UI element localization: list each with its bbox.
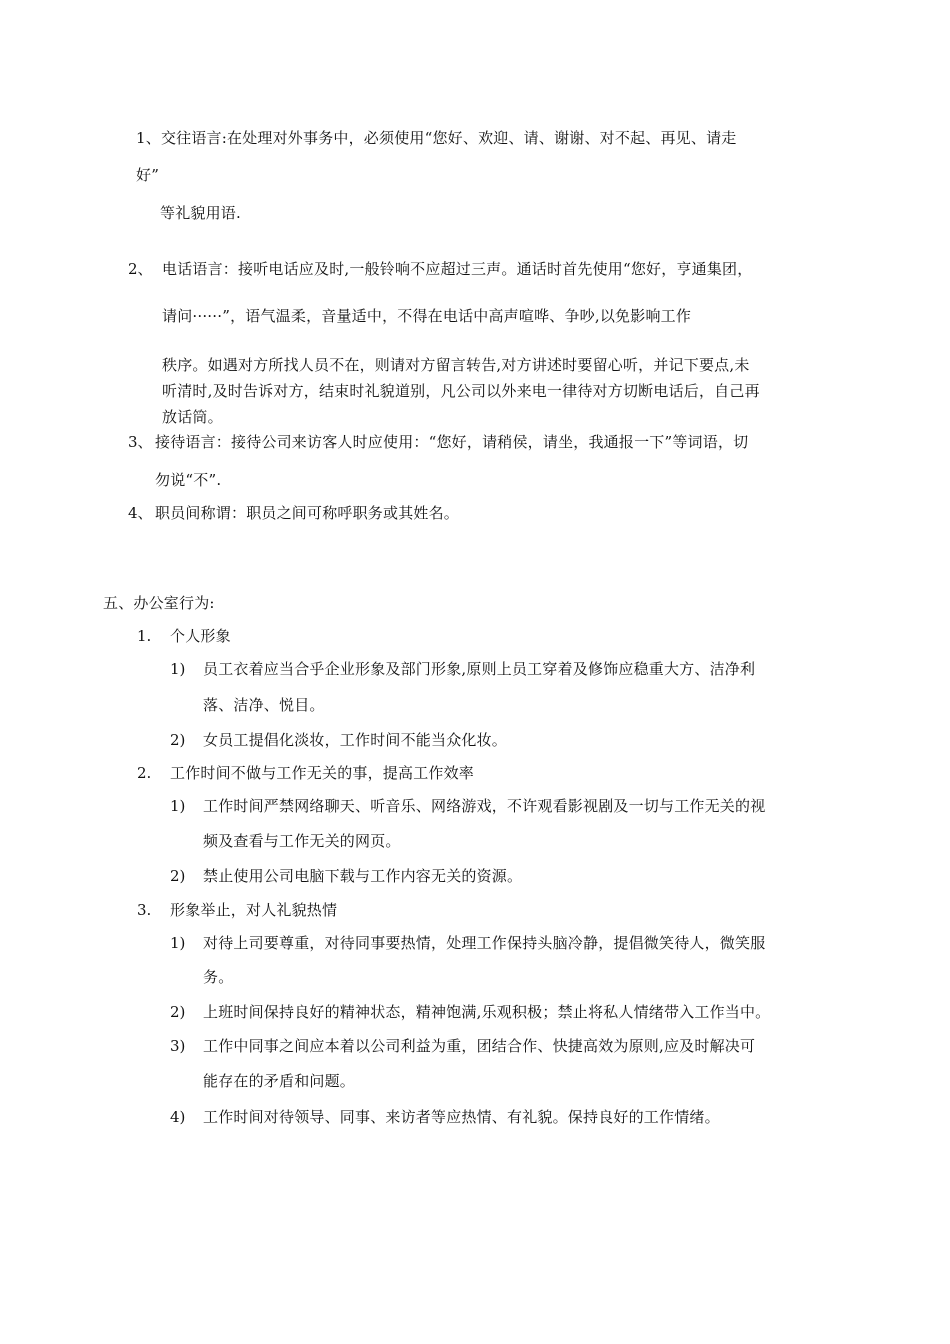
- item2-line2: 请问······”，语气温柔，音量适中，不得在电话中高声喧哗、争吵,以免影响工作: [162, 307, 692, 325]
- item4-line1: 职员间称谓：职员之间可称呼职务或其姓名。: [155, 504, 460, 522]
- g1-item1-line1: 员工衣着应当合乎企业形象及部门形象,原则上员工穿着及修饰应稳重大方、洁净利: [203, 660, 756, 678]
- g3-item1-line1: 对待上司要尊重，对待同事要热情，处理工作保持头脑冷静，提倡微笑待人，微笑服: [203, 934, 766, 952]
- item1-line3: 等礼貌用语.: [160, 204, 241, 222]
- group2-title: 工作时间不做与工作无关的事，提高工作效率: [170, 764, 475, 782]
- g3-item1-number: 1): [170, 934, 186, 952]
- g2-item1-line2: 频及查看与工作无关的网页。: [203, 832, 401, 850]
- g1-item2-number: 2): [170, 731, 186, 749]
- g2-item1-number: 1): [170, 797, 186, 815]
- g3-item3-number: 3): [170, 1037, 186, 1055]
- g3-item3-line1: 工作中同事之间应本着以公司利益为重，团结合作、快捷高效为原则,应及时解决可: [203, 1037, 756, 1055]
- g3-item2-number: 2): [170, 1003, 186, 1021]
- g1-item2-line1: 女员工提倡化淡妆，工作时间不能当众化妆。: [203, 731, 508, 749]
- item2-line1: 电话语言：接听电话应及时,一般铃响不应超过三声。通话时首先使用“您好，亨通集团，: [162, 260, 753, 278]
- g2-item1-line1: 工作时间严禁网络聊天、听音乐、网络游戏，不许观看影视剧及一切与工作无关的视: [203, 797, 766, 815]
- group2-number: 2.: [137, 764, 152, 782]
- g3-item1-line2: 务。: [203, 968, 234, 986]
- item2-line3: 秩序。如遇对方所找人员不在，则请对方留言转告,对方讲述时要留心听，并记下要点,未: [162, 356, 750, 374]
- group3-number: 3.: [137, 901, 152, 919]
- item4-number: 4、: [128, 504, 153, 522]
- g3-item3-line2: 能存在的矛盾和问题。: [203, 1072, 356, 1090]
- item3-number: 3、: [128, 433, 153, 451]
- section5-heading: 五、办公室行为:: [103, 594, 215, 612]
- g3-item4-line1: 工作时间对待领导、同事、来访者等应热情、有礼貌。保持良好的工作情绪。: [203, 1108, 720, 1126]
- group1-title: 个人形象: [170, 627, 231, 645]
- group3-title: 形象举止，对人礼貌热情: [170, 901, 338, 919]
- g2-item2-line1: 禁止使用公司电脑下载与工作内容无关的资源。: [203, 867, 523, 885]
- g2-item2-number: 2): [170, 867, 186, 885]
- item3-line2: 勿说“不”.: [155, 471, 222, 489]
- item2-line4: 听清时,及时告诉对方，结束时礼貌道别，凡公司以外来电一律待对方切断电话后，自己再: [162, 382, 760, 400]
- item1-line2: 好”: [136, 166, 160, 184]
- item1-line1: 1、交往语言:在处理对外事务中，必须使用“您好、欢迎、请、谢谢、对不起、再见、请走: [136, 129, 737, 147]
- g3-item2-line1: 上班时间保持良好的精神状态，精神饱满,乐观积极；禁止将私人情绪带入工作当中。: [203, 1003, 771, 1021]
- g1-item1-number: 1): [170, 660, 186, 678]
- group1-number: 1.: [137, 627, 152, 645]
- item2-line5: 放话筒。: [162, 408, 223, 426]
- g1-item1-line2: 落、洁净、悦目。: [203, 696, 325, 714]
- g3-item4-number: 4): [170, 1108, 186, 1126]
- item2-number: 2、: [128, 260, 153, 278]
- item3-line1: 接待语言：接待公司来访客人时应使用：“您好，请稍侯，请坐，我通报一下”等词语，切: [155, 433, 749, 451]
